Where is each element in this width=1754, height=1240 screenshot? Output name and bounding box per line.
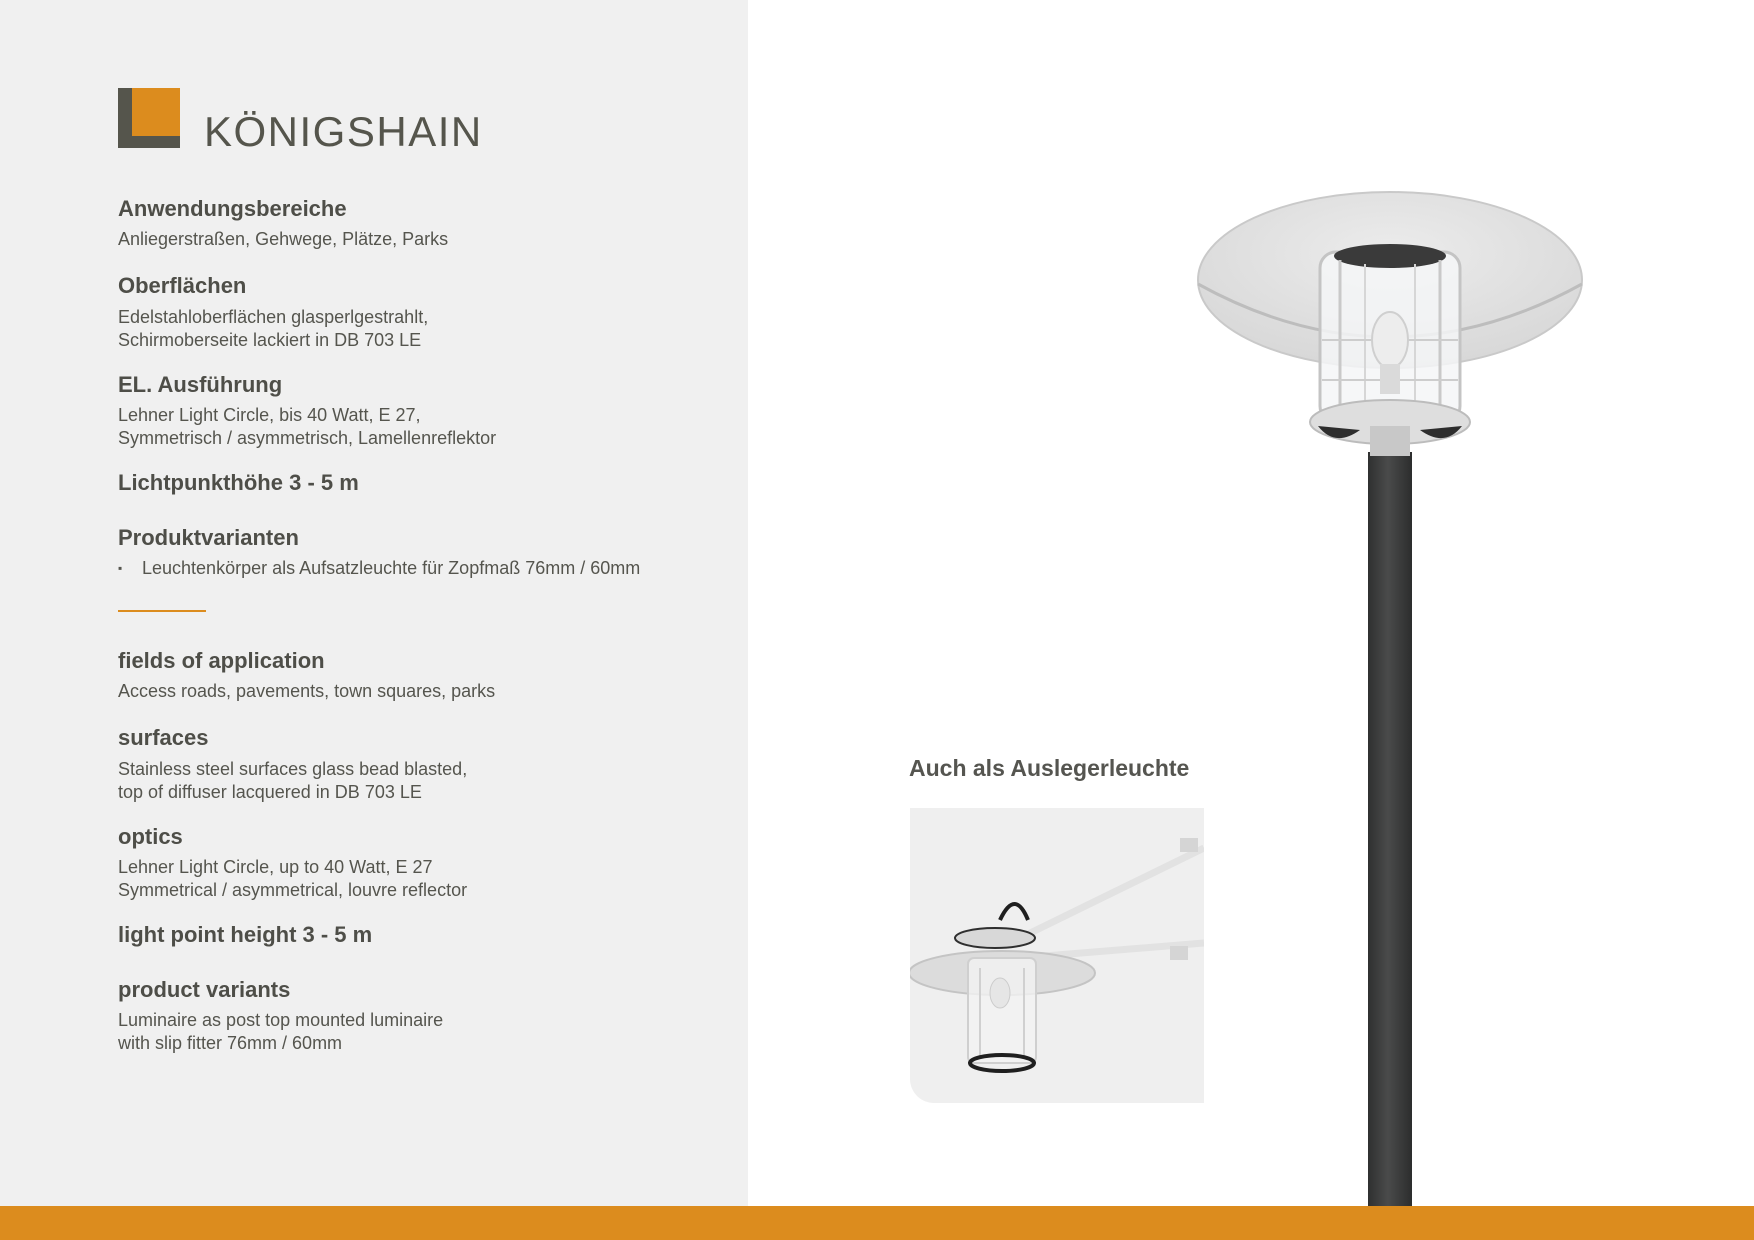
en-optics-heading: optics xyxy=(118,823,183,849)
de-surfaces-heading: Oberflächen xyxy=(118,273,247,299)
bracket-luminaire-thumbnail xyxy=(910,808,1204,1103)
en-surfaces-line: Stainless steel surfaces glass bead blasted, xyxy=(118,758,468,779)
en-variants-heading: product variants xyxy=(118,976,291,1002)
en-optics-line: Lehner Light Circle, up to 40 Watt, E 27 xyxy=(118,857,433,878)
alt-variant-caption: Auch als Auslegerleuchte xyxy=(909,755,1190,781)
en-optics-section xyxy=(118,824,738,902)
de-electrical-section xyxy=(118,372,738,450)
brand-name: KÖNIGSHAIN xyxy=(204,108,483,155)
de-electrical-line: Symmetrisch / asymmetrisch, Lamellenreflektor xyxy=(118,428,497,449)
de-surfaces-section xyxy=(118,273,738,351)
en-variants-line: with slip fitter 76mm / 60mm xyxy=(118,1032,343,1053)
en-variants-line: Luminaire as post top mounted luminaire xyxy=(118,1009,444,1030)
bracket-luminaire-image xyxy=(910,808,1204,1103)
de-height-heading: Lichtpunkthöhe 3 - 5 m xyxy=(118,470,359,496)
de-electrical-heading: EL. Ausführung xyxy=(118,371,283,397)
logo-mark-icon xyxy=(118,88,180,148)
section-divider xyxy=(118,610,206,612)
post-top-luminaire-image xyxy=(1190,190,1600,1210)
de-application-heading: Anwendungsbereiche xyxy=(118,196,347,221)
en-variants-section xyxy=(118,977,738,1055)
en-application-heading: fields of application xyxy=(118,647,325,673)
en-surfaces-heading: surfaces xyxy=(118,725,209,751)
en-application-text: Access roads, pavements, town squares, parks xyxy=(118,681,496,702)
de-application-section xyxy=(118,196,738,251)
de-variants-item: ▪ Leuchtenkörper als Aufsatzleuchte für Zopfmaß 76mm / 60mm xyxy=(118,557,738,580)
de-surfaces-line: Edelstahloberflächen glasperlgestrahlt, xyxy=(118,306,429,327)
de-application-text: Anliegerstraßen, Gehwege, Plätze, Parks xyxy=(118,229,449,250)
en-height-section xyxy=(118,922,738,948)
de-electrical-line: Lehner Light Circle, bis 40 Watt, E 27, xyxy=(118,405,421,426)
de-variants-section xyxy=(118,525,738,580)
en-surfaces-line: top of diffuser lacquered in DB 703 LE xyxy=(118,781,422,802)
de-variants-heading: Produktvarianten xyxy=(118,524,299,550)
en-application-section xyxy=(118,648,738,703)
spec-content xyxy=(118,196,738,1055)
en-optics-line: Symmetrical / asymmetrical, louvre reflector xyxy=(118,880,468,901)
brand-logo xyxy=(118,88,518,158)
en-surfaces-section xyxy=(118,725,738,803)
footer-accent-bar xyxy=(0,1206,1754,1240)
de-height-section xyxy=(118,470,738,496)
en-height-heading: light point height 3 - 5 m xyxy=(118,922,373,948)
de-surfaces-line: Schirmoberseite lackiert in DB 703 LE xyxy=(118,329,422,350)
